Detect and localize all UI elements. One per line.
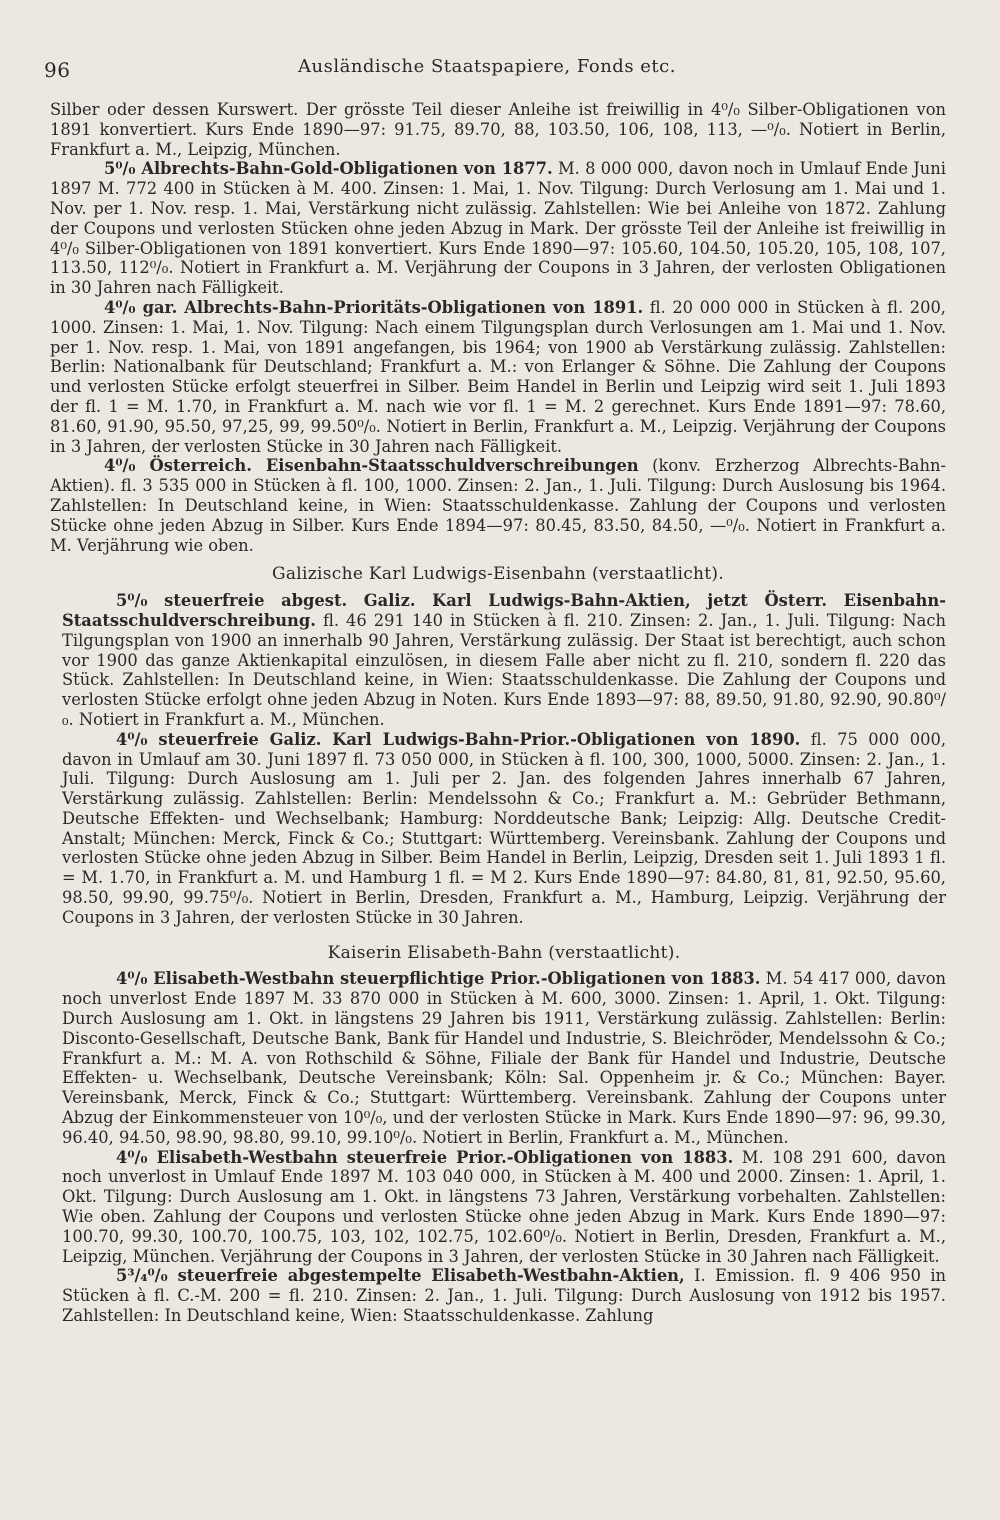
bond-entry: [50, 298, 946, 456]
bond-text: fl. 20 000 000 in Stücken à fl. 200, 1000. Zinsen: 1. Mai, 1. Nov. Tilgung: Nach einem Tilgungsplan durch Verlosungen am 1. Mai und 1. Nov. per 1. Nov. resp. 1. Mai, von 1891 angefangen, bis 1964; von 1900 ab Verstärkung zulässig. Zahlstellen: Berlin: Nationalbank für Deutschland; Frankfurt a. M.: von Erlanger & Söhne. Die Zahlung der Coupons und verlosten Stücke erfolgt steuerfrei in Silber. Beim Handel in Berlin und Leipzig wird seit 1. Juli 1893 der fl. 1 = M. 1.70, in Frankfurt a. M. nach wie vor fl. 1 = M. 2 gerechnet. Kurs Ende 1891—97: 78.60, 81.60, 91.90, 95.50, 97,25, 99, 99.50⁰/₀. Notiert in Berlin, Frankfurt a. M., Leipzig. Verjährung der Coupons in 3 Jahren, der verlosten Stücke in 30 Jahren nach Fälligkeit.: [50, 297, 946, 456]
bond-text: M. 8 000 000, davon noch in Umlauf Ende Juni 1897 M. 772 400 in Stücken à M. 400. Zinsen: 1. Mai, 1. Nov. Tilgung: Durch Verlosung am 1. Mai und 1. Nov. per 1. Nov. resp. 1. Mai, Verstärkung nicht zulässig. Zahlstellen: Wie bei Anleihe von 1872. Zahlung der Coupons und verlosten Stücken ohne jeden Abzug in Mark. Der grösste Teil der Anleihe ist freiwillig in 4⁰/₀ Silber-Obligationen von 1891 konvertiert. Kurs Ende 1890—97: 105.60, 104.50, 105.20, 105, 108, 107, 113.50, 112⁰/₀. Notiert in Frankfurt a. M. Verjährung der Coupons in 3 Jahren, der verlosten Obligationen in 30 Jahren nach Fälligkeit.: [50, 159, 946, 298]
section-heading: Galizische Karl Ludwigs-Eisenbahn (verstaatlicht).: [271, 564, 725, 585]
running-title: Ausländische Staatspapiere, Fonds etc.: [298, 56, 676, 77]
bond-title: 4⁰/₀ Elisabeth-Westbahn steuerpflichtige Prior.-Obligationen von 1883.: [116, 969, 761, 989]
bond-entry: [62, 1148, 946, 1267]
section-heading: Kaiserin Elisabeth-Bahn (verstaatlicht).: [327, 942, 681, 963]
bond-title: 4⁰/₀ gar. Albrechts-Bahn-Prioritäts-Obligationen von 1891.: [104, 297, 644, 317]
bond-title: 4⁰/₀ Elisabeth-Westbahn steuerfreie Prior.-Obligationen von 1883.: [116, 1147, 734, 1167]
bond-text: (konv. Erzherzog Albrechts-Bahn-Aktien). fl. 3 535 000 in Stücken à fl. 100, 1000. Zinsen: 2. Jan., 1. Juli. Tilgung: Durch Auslosung bis 1964. Zahlstellen: In Deutschland keine, in Wien: Staatsschuldenkasse. Zahlung der Coupons und verlosten Stücke ohne jeden Abzug in Silber. Kurs Ende 1894—97: 80.45, 83.50, 84.50, —⁰/₀. Notiert in Frankfurt a. M. Verjährung wie oben.: [50, 456, 946, 555]
bond-title: 5⁰/₀ Albrechts-Bahn-Gold-Obligationen von 1877.: [104, 159, 553, 179]
paragraph: [50, 100, 946, 159]
bond-text: I. Emission. fl. 9 406 950 in Stücken à fl. C.-M. 200 = fl. 210. Zinsen: 2. Jan., 1. Juli. Tilgung: Durch Auslosung von 1912 bis 1957. Zahlstellen: In Deutschland keine, Wien: Staatsschuldenkasse. Zahlung: [62, 1266, 947, 1326]
bond-title: 4⁰/₀ Österreich. Eisenbahn-Staatsschuldverschreibungen: [104, 456, 639, 476]
bond-text: M. 54 417 000, davon noch unverlost Ende 1897 M. 33 870 000 in Stücken à M. 600, 3000. Zinsen: 1. April, 1. Okt. Tilgung: Durch Auslosung am 1. Okt. in längstens 29 Jahren bis 1911, Verstärkung zulässig. Zahlstellen: Berlin: Disconto-Gesellschaft, Deutsche Bank, Bank für Handel und Industrie, S. Bleichröder, Mendelssohn & Co.; Frankfurt a. M.: M. A. von Rothschild & Söhne, Filiale der Bank für Handel und Industrie, Deutsche Effekten- u. Wechselbank, Deutsche Vereinsbank; Köln: Sal. Oppenheim jr. & Co.; München: Bayer. Vereinsbank, Merck, Finck & Co.; Stuttgart: Württemberg. Vereinsbank. Zahlung der Coupons unter Abzug der Einkommensteuer von 10⁰/₀, und der verlosten Stücke in Mark. Kurs Ende 1890—97: 96, 99.30, 96.40, 94.50, 98.90, 98.80, 99.10, 99.10⁰/₀. Notiert in Berlin, Frankfurt a. M., München.: [62, 969, 946, 1147]
bond-entry: [62, 1266, 946, 1325]
bond-entry: [50, 159, 946, 298]
bond-title: 4⁰/₀ steuerfreie Galiz. Karl Ludwigs-Bahn-Prior.-Obligationen von 1890.: [116, 729, 801, 749]
page-number: 96: [44, 58, 71, 82]
bond-entry: [62, 591, 946, 730]
body-text: [50, 100, 946, 1326]
bond-entry: [50, 456, 946, 555]
section-body: [50, 591, 946, 1326]
bond-text: M. 108 291 600, davon noch unverlost in Umlauf Ende 1897 M. 103 040 000, in Stücken à M. 400 und 2000. Zinsen: 1. April, 1. Okt. Tilgung: Durch Auslosung am 1. Okt. in längstens 73 Jahren, Verstärkung vorbehalten. Zahlstellen: Wie oben. Zahlung der Coupons und verlosten Stücke ohne jeden Abzug in Mark. Kurs Ende 1890—97: 100.70, 99.30, 100.70, 100.75, 103, 102, 102.75, 102.60⁰/₀. Notiert in Berlin, Dresden, Frankfurt a. M., Leipzig, München. Verjährung der Coupons in 3 Jahren, der verlosten Stücke in 30 Jahren nach Fälligkeit.: [62, 1147, 946, 1266]
bond-text: fl. 75 000 000, davon in Umlauf am 30. Juni 1897 fl. 73 050 000, in Stücken à fl. 100, 300, 1000, 5000. Zinsen: 2. Jan., 1. Juli. Tilgung: Durch Auslosung am 1. Juli per 2. Jan. des folgenden Jahres innerhalb 67 Jahren, Verstärkung zulässig. Zahlstellen: Berlin: Mendelssohn & Co.; Frankfurt a. M.: Gebrüder Bethmann, Deutsche Effekten- und Wechselbank; Hamburg: Norddeutsche Bank; Leipzig: Allg. Deutsche Credit-Anstalt; München: Merck, Finck & Co.; Stuttgart: Württemberg. Vereinsbank. Zahlung der Coupons und verlosten Stücke ohne jeden Abzug in Silber. Beim Handel in Berlin, Leipzig, Dresden seit 1. Juli 1893 1 fl. = M. 1.70, in Frankfurt a. M. und Hamburg 1 fl. = M 2. Kurs Ende 1890—97: 84.80, 81, 81, 92.50, 95.60, 98.50, 99.90, 99.75⁰/₀. Notiert in Berlin, Dresden, Frankfurt a. M., Hamburg, Leipzig. Verjährung der Coupons in 3 Jahren, der verlosten Stücke in 30 Jahren.: [62, 729, 946, 927]
bond-title: 5⁰/₀ steuerfreie abgest. Galiz. Karl Ludwigs-Bahn-Aktien, jetzt Österr. Eisenbahn-Staatsschuldverschreibung.: [62, 591, 946, 630]
bond-entry: [62, 730, 946, 928]
bond-text: fl. 46 291 140 in Stücken à fl. 210. Zinsen: 2. Jan., 1. Juli. Tilgung: Nach Tilgungsplan von 1900 an innerhalb 90 Jahren, Verstärkung zulässig. Der Staat ist berechtigt, auch schon vor 1900 das ganze Aktienkapital einzulösen, in diesem Falle aber nicht zu fl. 210, sondern fl. 220 das Stück. Zahlstellen: In Deutschland keine, in Wien: Staatsschuldenkasse. Die Zahlung der Coupons und verlosten Stücke erfolgt ohne jeden Abzug in Noten. Kurs Ende 1893—97: 88, 89.50, 91.80, 92.90, 90.80⁰/₀. Notiert in Frankfurt a. M., München.: [62, 610, 946, 729]
running-head: [44, 50, 946, 90]
bond-entry: [62, 969, 946, 1147]
paragraph-text: Silber oder dessen Kurswert. Der grösste Teil dieser Anleihe ist freiwillig in 4⁰/₀ Silber-Obligationen von 1891 konvertiert. Kurs Ende 1890—97: 91.75, 89.70, 88, 103.50, 106, 108, 113, —⁰/₀. Notiert in Berlin, Frankfurt a. M., Leipzig, München.: [50, 100, 946, 159]
bond-title: 5³/₄⁰/₀ steuerfreie abgestempelte Elisabeth-Westbahn-Aktien,: [116, 1266, 685, 1286]
